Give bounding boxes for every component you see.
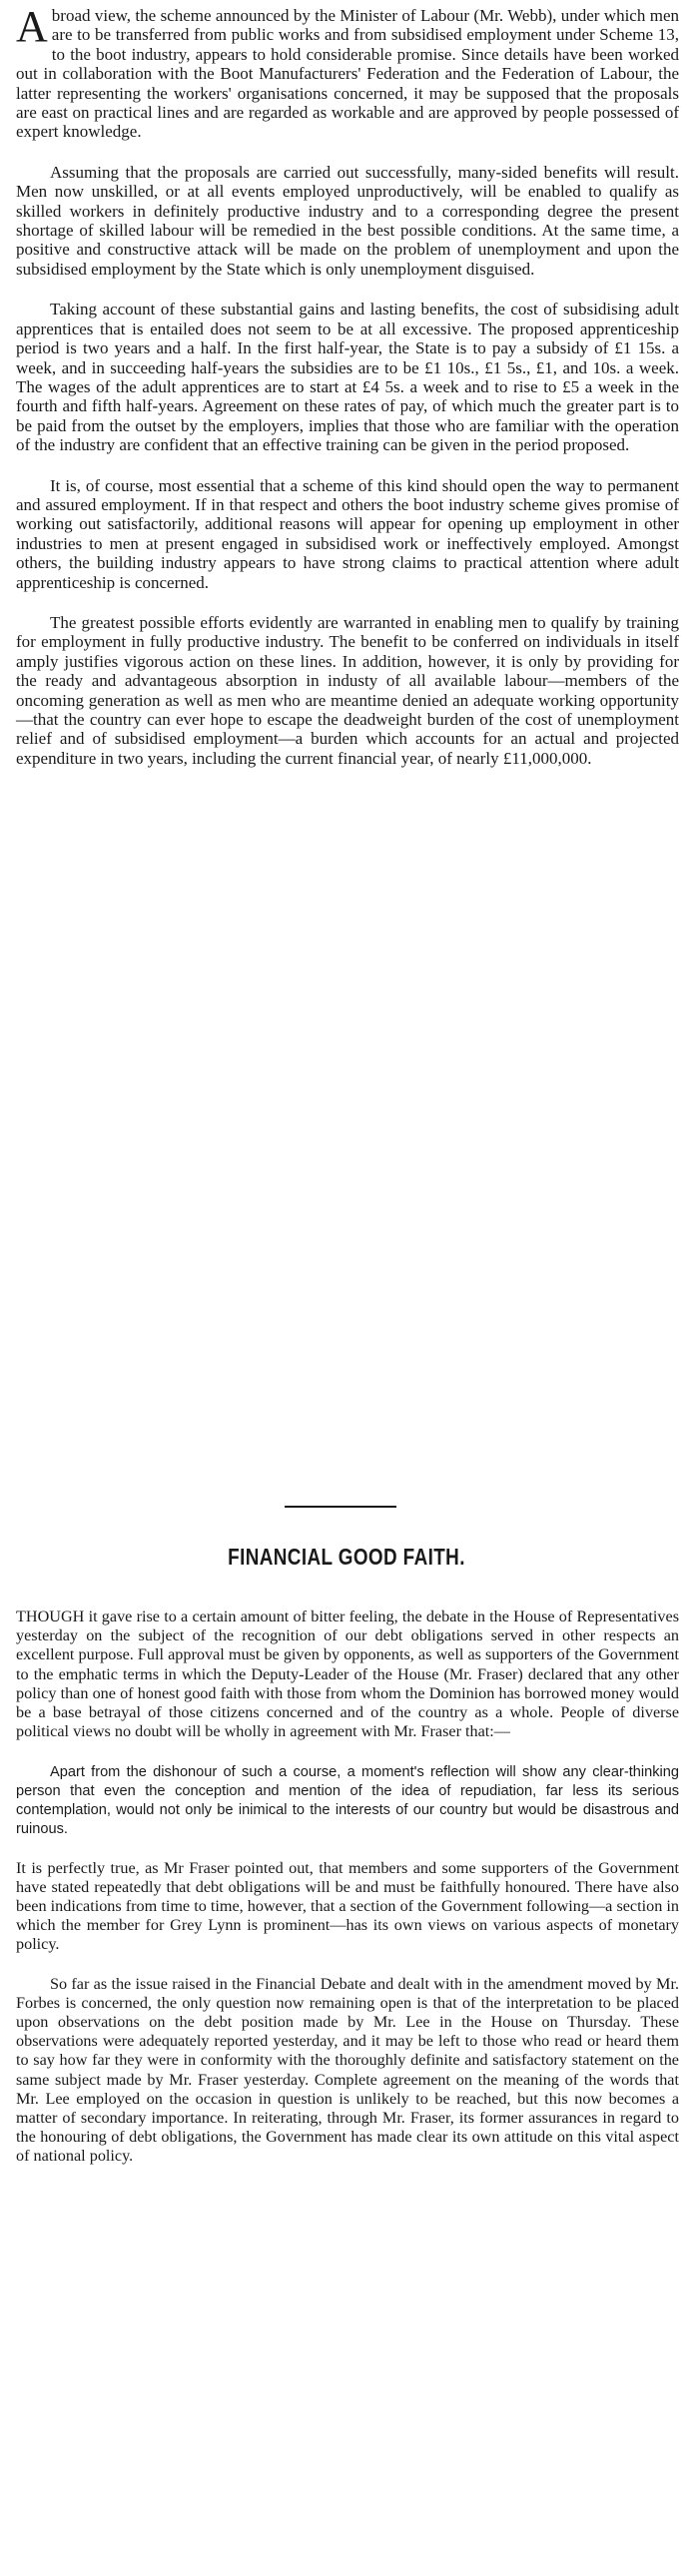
article-two-paragraph-1: THOUGH it gave rise to a certain amount of bitter feeling, the debate in the House of Representatives yesterday on the subject of the recognition of our debt obligations served in other respects an excellent purpose. Full approval must be given by opponents, as well as supporters of the Government to the emphatic terms in which the Deputy-Leader of the House (Mr. Fraser) declared that any other policy than one of honest good faith with those from whom the Dominion has borrowed money would be a base betrayal of those citizens concerned and of the country as a whole. People of diverse political views no doubt will be wholly in agreement with Mr. Fraser that:—	[16, 1608, 679, 1741]
article-one-paragraph-5: The greatest possible efforts evidently are warranted in enabling men to qualify by training for employment in fully productive industry. The benefit to be conferred on individuals in itself amply justifies vigorous action on these lines. In addition, however, it is only by providing for the ready and advantageous absorption in industy of all available labour—members of the oncoming generation as well as men who are meantime denied an adequate working opportunity—that the country can ever hope to escape the deadweight burden of the cost of unemployment relief and of subsidised employment—a burden which accounts for an actual and projected expenditure in two years, including the current financial year, of nearly £11,000,000.	[16, 612, 679, 768]
section-divider-rule	[285, 1506, 396, 1508]
article-two-blockquote: Apart from the dishonour of such a course, a moment's reflection will show any clear-thinking person that even the conception and mention of the idea of repudiation, far less its serious contemplation, would not only be inimical to the interests of our country but would be disastrous and ruinous.	[16, 1764, 679, 1837]
drop-cap-letter: A	[16, 2, 48, 51]
article-one-paragraph-4: It is, of course, most essential that a scheme of this kind should open the way to permanent and assured employment. If in that respect and others the boot industry scheme gives promise of working out satisfactorily, additional reasons will appear for opening up employment in other industries to men at present engaged in subsidised work or ineffectively employed. Amongst others, the building industry appears to have strong claims to practical attention where adult apprenticeship is concerned.	[16, 475, 679, 592]
article-two	[16, 1608, 679, 2167]
article-one-paragraph-3: Taking account of these substantial gains and lasting benefits, the cost of subsidising adult apprentices that is entailed does not seem to be at all excessive. The proposed apprenticeship period is two years and a half. In the first half-year, the State is to pay a subsidy of £1 15s. a week, and in succeeding half-years the subsidies are to be £1 10s., £1 5s., £1, and 10s. a week. The wages of the adult apprentices are to start at £4 5s. a week and to rise to £5 a week in the fourth and fifth half-years. Agreement on these rates of pay, of which much the greater part is to be paid from the outset by the employers, implies that those who are familiar with the operation of the industry are confident that an effective training can be given in the period proposed.	[16, 300, 679, 455]
article-one	[16, 2, 679, 768]
article-one-paragraph-1	[16, 2, 679, 142]
article-two-paragraph-2: It is perfectly true, as Mr Fraser pointed out, that members and some supporters of the Government have stated repeatedly that debt obligations will be and must be faithfully honoured. There have also been indications from time to time, however, that a section of the Government following—a section in which the member for Grey Lynn is prominent—has its own views on various aspects of monetary policy.	[16, 1858, 679, 1954]
article-one-paragraph-2: Assuming that the proposals are carried out successfully, many-sided benefits will result. Men now unskilled, or at all events employed unproductively, will be enabled to qualify as skilled workers in definitely productive industry and to a corresponding degree the present shortage of skilled labour will be remedied in the best possible conditions. At the same time, a positive and constructive attack will be made on the problem of unemployment and upon the subsidised employment by the State which is only unemployment disguised.	[16, 162, 679, 279]
article-two-paragraph-3: So far as the issue raised in the Financial Debate and dealt with in the amendment moved by Mr. Forbes is concerned, the only question now remaining open is that of the interpretation to be placed upon observations on the debt position made by Mr. Lee in the House on Thursday. These observations were adequately reported yesterday, and it may be left to those who read or heard them to say how far they were in conformity with the thoroughly definite and satisfactory statement on the same subject made by Mr. Fraser yesterday. Complete agreement on the meaning of the words that Mr. Lee employed on the occasion in question is unlikely to be reached, but this now becomes a matter of secondary importance. In reiterating, through Mr. Fraser, its former assurances in regard to the honouring of debt obligations, the Government has made clear its own attitude on this vital aspect of national policy.	[16, 1974, 679, 2166]
article-two-headline: FINANCIAL GOOD FAITH.	[228, 1544, 465, 1570]
article-one-paragraph-1-text: broad view, the scheme announced by the Minister of Labour (Mr. Webb), under which men are to be transferred from public works and from subsidised employment under Scheme 13, to the boot industry, appears to hold considerable promise. Since details have been worked out in collaboration with the Boot Manufacturers' Federation and the Federation of Labour, the latter representing the workers' organisations concerned, it may be supposed that the proposals are east on practical lines and are regarded as workable and are approved by people possessed of expert knowledge.	[16, 6, 679, 142]
